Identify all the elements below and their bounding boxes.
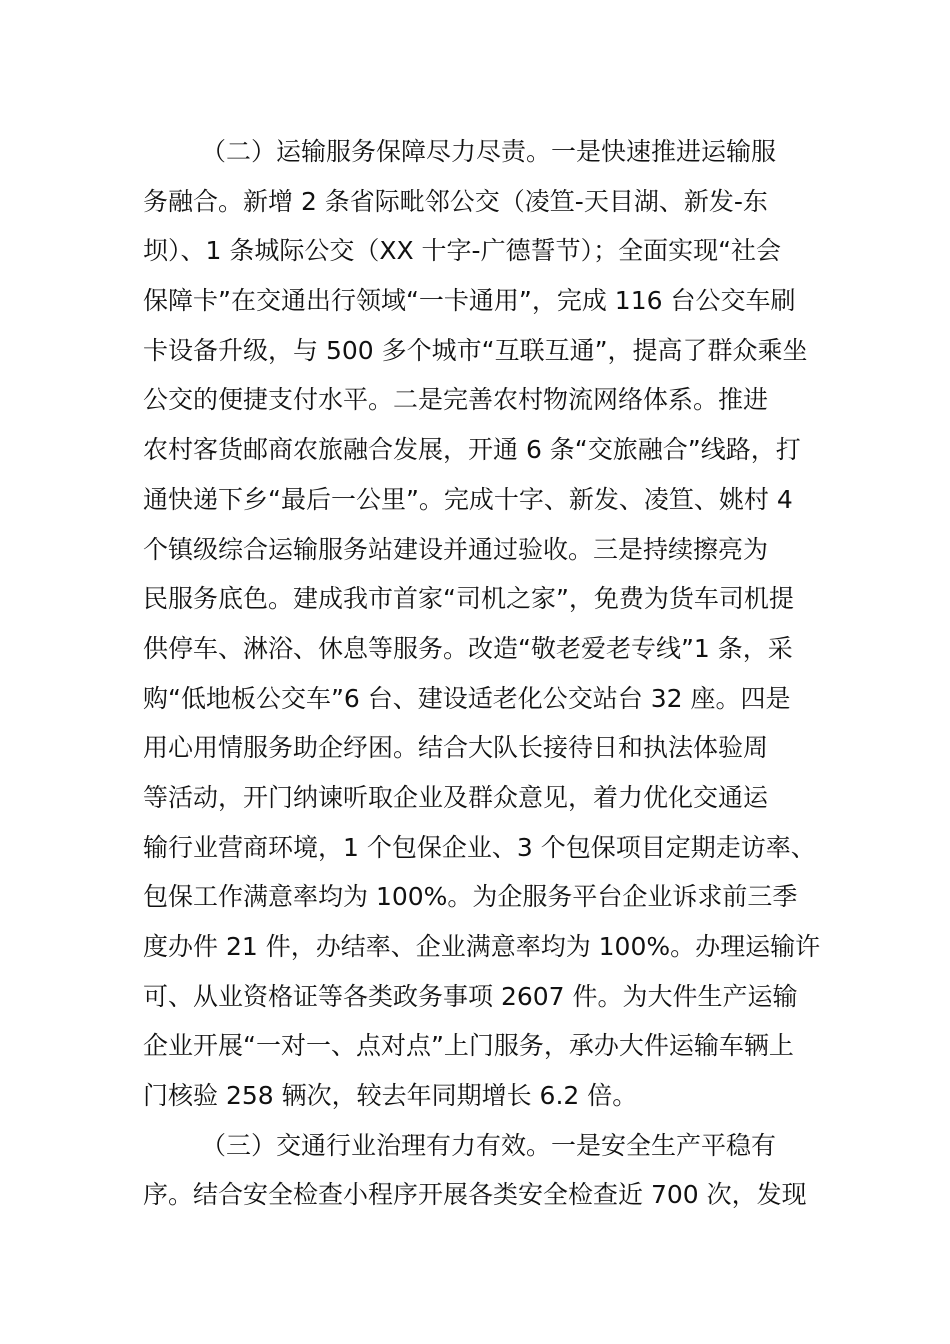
- text-line: 度办件 21 件，办结率、企业满意率均为 100%。办理运输许: [143, 932, 821, 961]
- text-line: 可、从业资格证等各类政务事项 2607 件。为大件生产运输: [143, 981, 798, 1011]
- text-line: 门核验 258 辆次，较去年同期增长 6.2 倍。: [143, 1081, 638, 1111]
- text-line: 卡设备升级，与 500 多个城市“互联互通”，提高了群众乘坐: [143, 335, 808, 365]
- text-line: 民服务底色。建成我市首家“司机之家”，免费为货车司机提: [143, 584, 794, 614]
- text-line: 农村客货邮商农旅融合发展，开通 6 条“交旅融合”线路，打: [143, 435, 801, 465]
- text-line: 供停车、淋浴、休息等服务。改造“敬老爱老专线”1 条，采: [143, 633, 793, 663]
- text-line: 输行业营商环境，1 个包保企业、3 个包保项目定期走访率、: [143, 832, 816, 862]
- text-line: 用心用情服务助企纾困。结合大队长接待日和执法体验周: [143, 733, 769, 763]
- paragraph-2-heading-line: （二）运输服务保障尽力尽责。一是快速推进运输服: [201, 137, 777, 166]
- text-line: 坝）、1 条城际公交（XX 十字-广德誓节）；全面实现“社会: [143, 236, 782, 266]
- paragraph-3-heading-line: （三）交通行业治理有力有效。一是安全生产平稳有: [201, 1130, 777, 1160]
- text-line: 购“低地板公交车”6 台、建设适老化公交站台 32 座。四是: [143, 683, 791, 713]
- text-line: 通快递下乡“最后一公里”。完成十字、新发、凌笪、姚村 4: [143, 484, 793, 514]
- text-line: 序。结合安全检查小程序开展各类安全检查近 700 次，发现: [143, 1180, 807, 1210]
- text-line: 务融合。新增 2 条省际毗邻公交（凌笪-天目湖、新发-东: [143, 186, 768, 216]
- body-text: [143, 127, 823, 1220]
- text-line: 个镇级综合运输服务站建设并通过验收。三是持续擦亮为: [143, 534, 769, 564]
- text-line: 保障卡”在交通出行领域“一卡通用”，完成 116 台公交车刷: [143, 286, 796, 316]
- text-line: 公交的便捷支付水平。二是完善农村物流网络体系。推进: [143, 385, 769, 415]
- text-line: 企业开展“一对一、点对点”上门服务，承办大件运输车辆上: [143, 1031, 794, 1061]
- text-line: 包保工作满意率均为 100%。为企服务平台企业诉求前三季: [143, 882, 798, 912]
- text-line: 等活动，开门纳谏听取企业及群众意见，着力优化交通运: [143, 782, 769, 812]
